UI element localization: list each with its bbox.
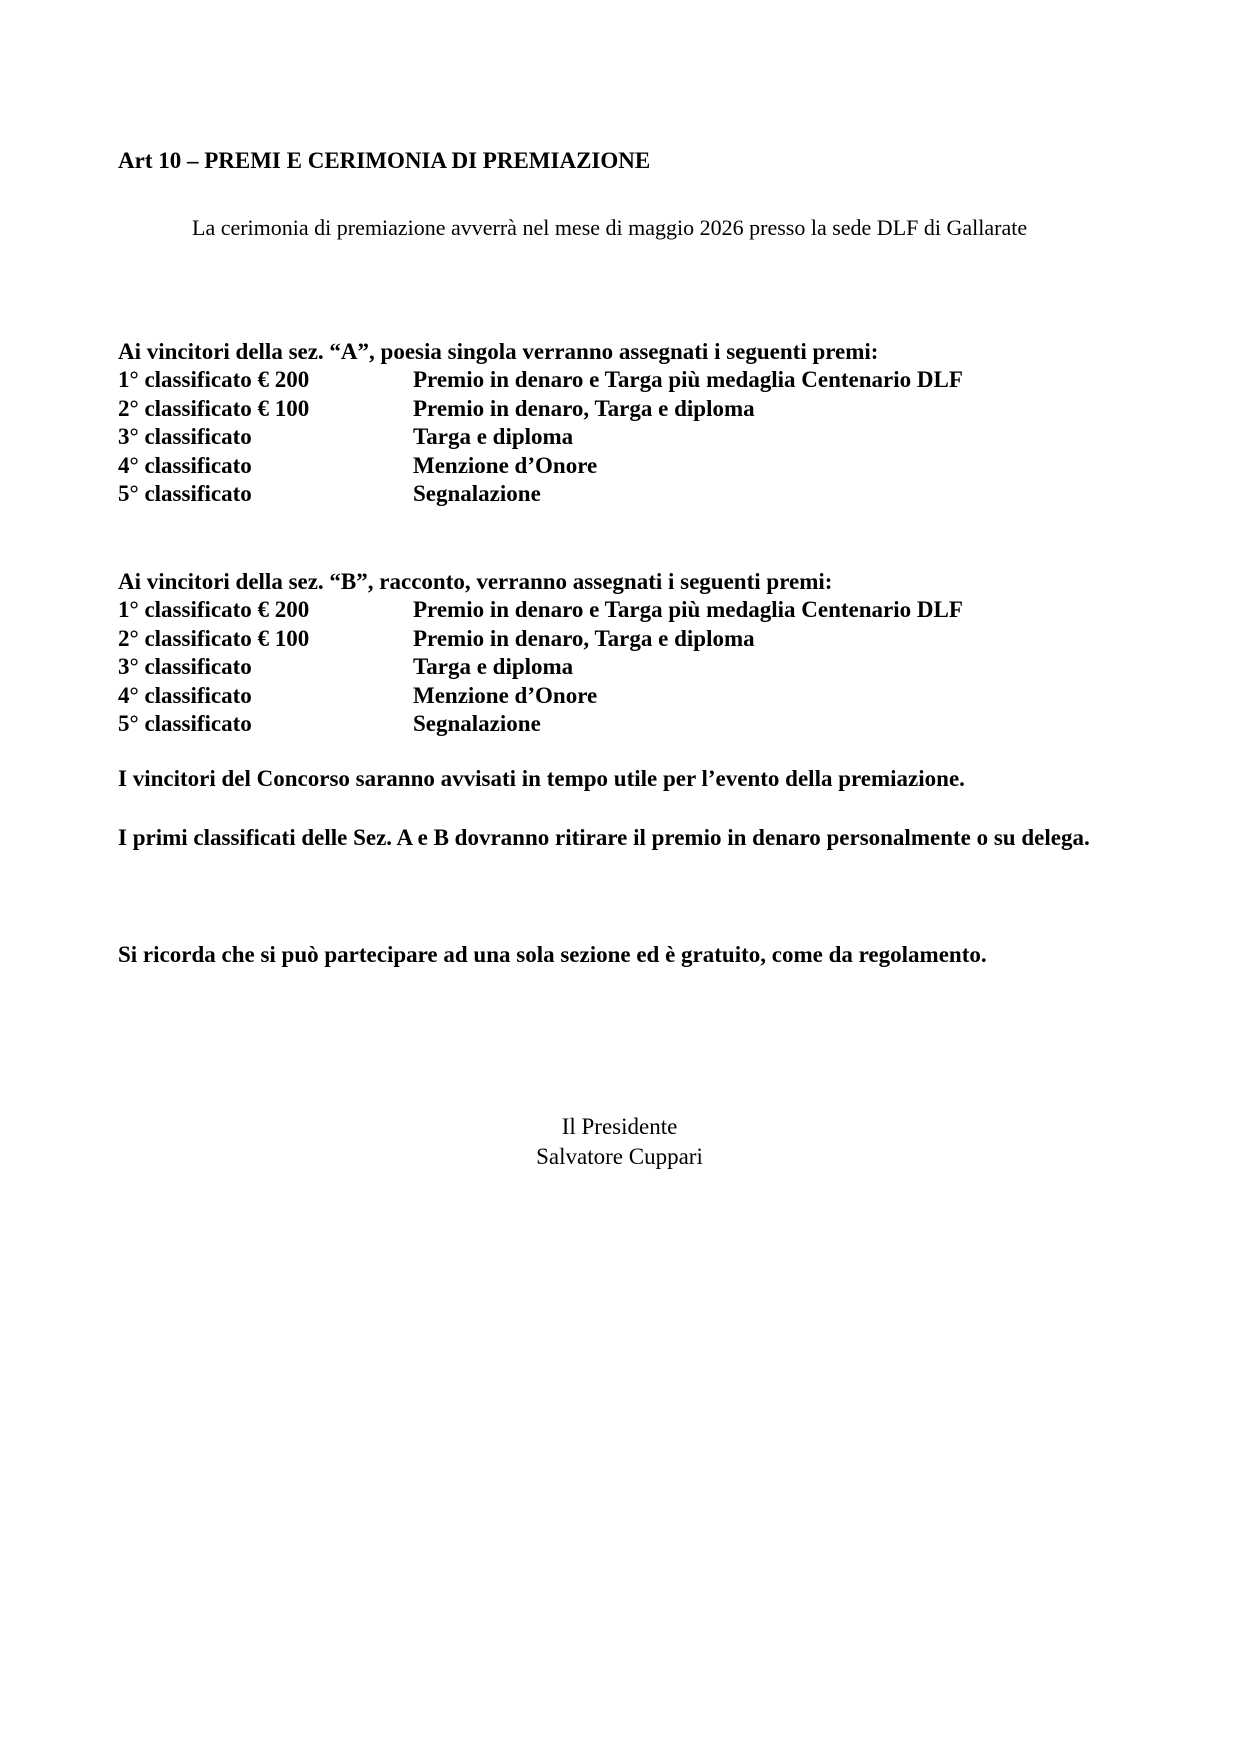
- prize-description: Premio in denaro e Targa più medaglia Centenario DLF: [413, 367, 963, 392]
- signature-name: Salvatore Cuppari: [536, 1144, 703, 1169]
- article-title: Art 10 – PREMI E CERIMONIA DI PREMIAZIONE: [118, 148, 651, 173]
- notice-collection: I primi classificati delle Sez. A e B dovranno ritirare il premio in denaro personalmente o su delega.: [118, 825, 1090, 850]
- prize-rank: 1° classificato € 200: [118, 367, 310, 392]
- prize-description: Targa e diploma: [413, 424, 574, 450]
- notice-winners: I vincitori del Concorso saranno avvisati in tempo utile per l’evento della premiazione.: [118, 766, 965, 791]
- prize-rank: 1° classificato € 200: [118, 597, 310, 622]
- prize-description: Segnalazione: [413, 481, 541, 507]
- ceremony-intro: La cerimonia di premiazione avverrà nel mese di maggio 2026 presso la sede DLF di Gallarate: [192, 215, 1028, 240]
- prize-rank: 5° classificato: [118, 711, 252, 737]
- prize-description: Menzione d’Onore: [413, 452, 598, 478]
- prize-rank: 2° classificato € 100: [118, 625, 310, 651]
- prize-rank: 3° classificato: [118, 424, 252, 450]
- prize-description: Premio in denaro, Targa e diploma: [413, 395, 755, 421]
- prize-rank: 4° classificato: [118, 682, 252, 708]
- prize-description: Segnalazione: [413, 711, 541, 737]
- prize-description: Targa e diploma: [413, 654, 574, 680]
- section-b-heading: Ai vincitori della sez. “B”, racconto, verranno assegnati i seguenti premi:: [118, 569, 833, 594]
- prize-description: Menzione d’Onore: [413, 682, 598, 708]
- prize-rank: 4° classificato: [118, 452, 252, 478]
- section-a-heading: Ai vincitori della sez. “A”, poesia singola verranno assegnati i seguenti premi:: [118, 339, 879, 364]
- prize-rank: 3° classificato: [118, 654, 252, 680]
- signature-role: Il Presidente: [561, 1114, 678, 1139]
- notice-participation: Si ricorda che si può partecipare ad una sola sezione ed è gratuito, come da regolamento.: [118, 942, 987, 967]
- prize-description: Premio in denaro, Targa e diploma: [413, 625, 755, 651]
- prize-rank: 2° classificato € 100: [118, 395, 310, 421]
- prize-description: Premio in denaro e Targa più medaglia Centenario DLF: [413, 597, 963, 622]
- prize-rank: 5° classificato: [118, 481, 252, 507]
